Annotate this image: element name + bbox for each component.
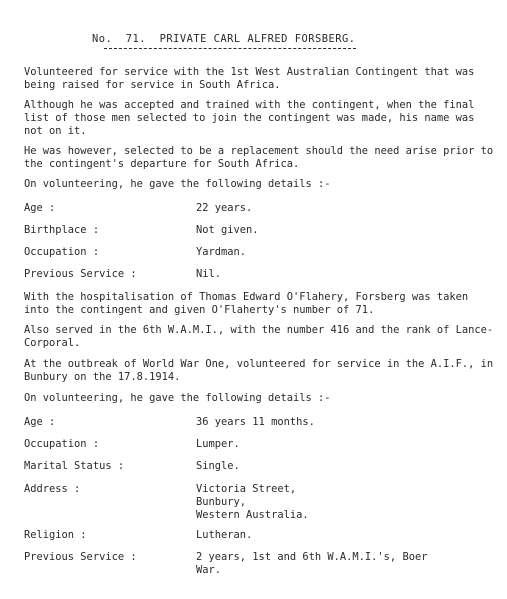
paragraph-volunteering-2: On volunteering, he gave the following details :-: [24, 392, 331, 404]
detail-value: Not given.: [196, 224, 259, 236]
detail-value: 22 years.: [196, 202, 253, 214]
paragraph-replacement: He was however, selected to be a replacement should the need arise prior to the contingent's departure for South Africa.: [24, 145, 494, 170]
detail-row-marital-status: [24, 460, 494, 473]
paragraph-contingent: Volunteered for service with the 1st West Australian Contingent that was being raised for service in South Africa.: [24, 66, 475, 91]
record-title: 71. PRIVATE CARL ALFRED FORSBERG.: [125, 33, 356, 45]
detail-row-occupation-aif: [24, 438, 494, 451]
detail-label: Occupation :: [24, 246, 100, 258]
detail-row-age-aif: [24, 416, 494, 429]
detail-row-age: [24, 202, 494, 215]
paragraph-world-war-one: At the outbreak of World War One, volunteered for service in the A.I.F., in Bunbury on the 17.8.1914.: [24, 358, 494, 383]
detail-value: Yardman.: [196, 246, 247, 258]
detail-label: Previous Service :: [24, 268, 137, 280]
detail-label: Birthplace :: [24, 224, 100, 236]
record-number-prefix: No.: [92, 33, 113, 45]
page-title: [92, 33, 356, 46]
paragraph-accepted: Although he was accepted and trained with the contingent, when the final list of those men selected to join the contingent was made, his name was not on it.: [24, 99, 475, 137]
detail-value: Lutheran.: [196, 529, 253, 541]
detail-value: 2 years, 1st and 6th W.A.M.I.'s, Boer War.: [196, 551, 428, 576]
detail-value: 36 years 11 months.: [196, 416, 315, 428]
detail-value: Nil.: [196, 268, 222, 280]
title-underline: [104, 48, 356, 49]
detail-row-religion: [24, 529, 494, 542]
detail-value: Lumper.: [196, 438, 240, 450]
paragraph-6th-wami: Also served in the 6th W.A.M.I., with the number 416 and the rank of Lance-Corporal.: [24, 324, 494, 349]
paragraph-hospitalisation: With the hospitalisation of Thomas Edward O'Flahery, Forsberg was taken into the contingent and given O'Flaherty's number of 71.: [24, 291, 469, 316]
detail-label: Previous Service :: [24, 551, 137, 563]
paragraph-volunteering-1: On volunteering, he gave the following details :-: [24, 178, 331, 190]
detail-value: Victoria Street, Bunbury, Western Australia.: [196, 483, 309, 521]
detail-label: Age :: [24, 416, 56, 428]
detail-label: Address :: [24, 483, 81, 495]
detail-label: Religion :: [24, 529, 87, 541]
detail-row-previous-service-aif: [24, 551, 494, 576]
detail-row-address: [24, 483, 494, 521]
detail-row-previous-service: [24, 268, 494, 281]
detail-value: Single.: [196, 460, 240, 472]
detail-label: Age :: [24, 202, 56, 214]
detail-label: Marital Status :: [24, 460, 125, 472]
detail-row-occupation: [24, 246, 494, 259]
detail-row-birthplace: [24, 224, 494, 237]
detail-label: Occupation :: [24, 438, 100, 450]
